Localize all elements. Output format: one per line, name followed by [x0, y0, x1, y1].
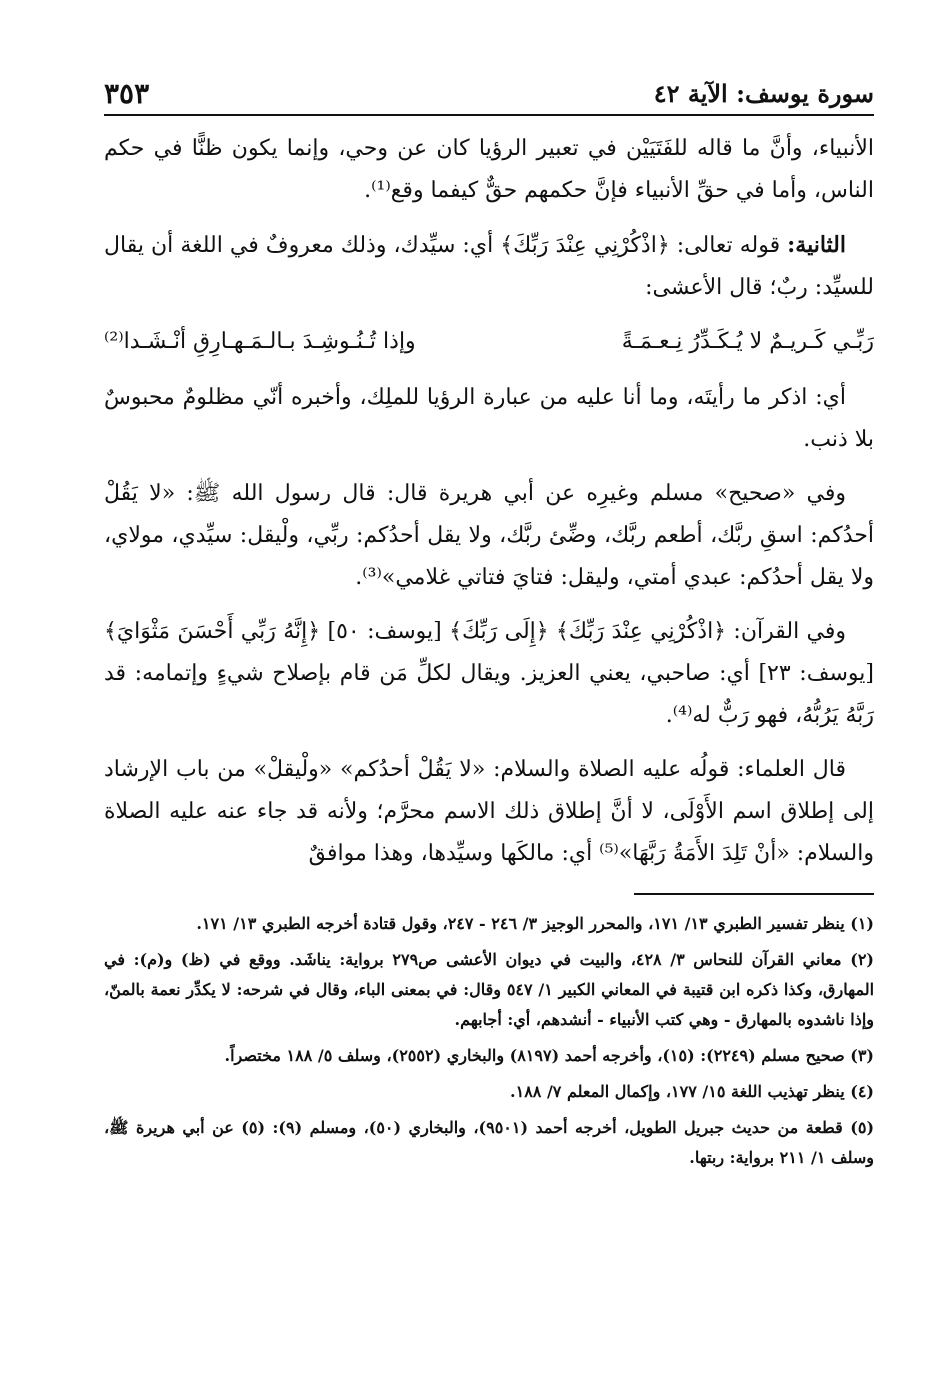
main-text — [104, 128, 874, 875]
footnote-2: (٢) معاني القرآن للنحاس ٣/ ٤٢٨، والبيت في ديوان الأعشى ص٢٧٩ برواية: يناشَد. ووقع في (ظ) و(م): في المهارق، وكذا ذكره ابن قتيبة في المعاني الكبير ١/ ٥٤٧ وقال: في بمعنى الباء، وقال في شرحه: لا يكدِّر نعمة بالمنّ، وإذا ناشدوه بالمهارق - وهي كتب الأنبياء - أنشدهم، أي: أجابهم. — [104, 950, 875, 1029]
paragraph-2-text: قوله تعالى: ﴿اذْكُرْنِي عِنْدَ رَبِّكَ﴾ أي: سيِّدك، وذلك معروفٌ في اللغة أن يقال للسيِّد: ربٌ؛ قال الأعشى: — [104, 233, 874, 300]
paragraph-5: وفي القرآن: ﴿اذْكُرْنِي عِنْدَ رَبِّكَ﴾ ﴿إِلَى رَبِّكَ﴾ [يوسف: ٥٠] ﴿إِنَّهُ رَبِّي أَحْسَنَ مَثْوَايَ﴾ [يوسف: ٢٣] أي: صاحبي، يعني العزيز. ويقال لكلِّ مَن قام بإصلاح شيءٍ وإتمامه: قد رَبَّهُ يَرُبُّهُ، فهو رَبٌّ له⁽⁴⁾. — [104, 619, 874, 728]
paragraph-3: أي: اذكر ما رأيتَه، وما أنا عليه من عبارة الرؤيا للملِك، وأخبره أنّي مظلومٌ محبوسٌ بلا ذنب. — [104, 385, 874, 452]
poem-second-hemistich: وإذا تُـنُـوشِـدَ بـالـمَـهـارِقِ أنْـشَـدا⁽²⁾ — [104, 329, 416, 354]
page-header — [104, 66, 874, 116]
book-page — [104, 66, 874, 1179]
paragraph-6: قال العلماء: قولُه عليه الصلاة والسلام: «لا يَقُلْ أحدُكم» «ولْيقلْ» من باب الإرشاد إلى إطلاق اسم الأَوْلَى، لا أنَّ إطلاق ذلك الاسم محرَّم؛ ولأنه قد جاء عنه عليه الصلاة والسلام: «أنْ تَلِدَ الأَمَةُ رَبَّهَا»⁽⁵⁾ أي: مالكَها وسيِّدها، وهذا موافقٌ — [104, 757, 874, 866]
footnote-divider — [634, 893, 874, 895]
footnotes — [104, 909, 874, 1173]
paragraph-1: الأنبياء، وأنَّ ما قاله للفَتَيَيْن في تعبير الرؤيا كان عن وحي، وإنما يكون ظنًّا في حكم الناس، وأما في حقِّ الأنبياء فإنَّ حكمهم حقٌّ كيفما وقع⁽¹⁾. — [104, 136, 874, 203]
footnote-4: (٤) ينظر تهذيب اللغة ١٥/ ١٧٧، وإكمال المعلم ٧/ ١٨٨. — [510, 1082, 874, 1101]
running-title: سورة يوسف: الآية ٤٢ — [653, 79, 874, 108]
paragraph-2 — [104, 224, 874, 309]
footnote-1: (١) ينظر تفسير الطبري ١٣/ ١٧١، والمحرر الوجيز ٣/ ٢٤٦ - ٢٤٧، وقول قتادة أخرجه الطبري ١٣/ ١٧١. — [196, 914, 874, 933]
paragraph-4: وفي «صحيح» مسلم وغيرِه عن أبي هريرة قال: قال رسول الله ﷺ: «لا يَقُلْ أحدُكم: اسقِ ربَّك، أطعم ربَّك، وضِّئ ربَّك، ولا يقل أحدُكم: ربِّي، ولْيقل: سيِّدي، مولاي، ولا يقل أحدُكم: عبدي أمتي، وليقل: فتايَ فتاتي غلامي»⁽³⁾. — [104, 481, 874, 590]
footnote-3: (٣) صحيح مسلم (٢٢٤٩): (١٥)، وأخرجه أحمد (٨١٩٧) والبخاري (٢٥٥٢)، وسلف ٥/ ١٨٨ مختصراً. — [224, 1046, 874, 1065]
poem-first-hemistich: رَبِّـي كَـريـمٌ لا يُـكَـدِّرُ نِـعـمَـةً — [621, 329, 874, 354]
poem-verse — [104, 321, 874, 363]
section-label: الثانية: — [787, 232, 846, 258]
footnote-5: (٥) قطعة من حديث جبريل الطويل، أخرجه أحمد (٩٥٠١)، والبخاري (٥٠)، ومسلم (٩): (٥) عن أبي هريرة ﷺ، وسلف ١/ ٢١١ برواية: ربتها. — [104, 1118, 875, 1167]
page-number: ٣٥٣ — [104, 77, 150, 110]
